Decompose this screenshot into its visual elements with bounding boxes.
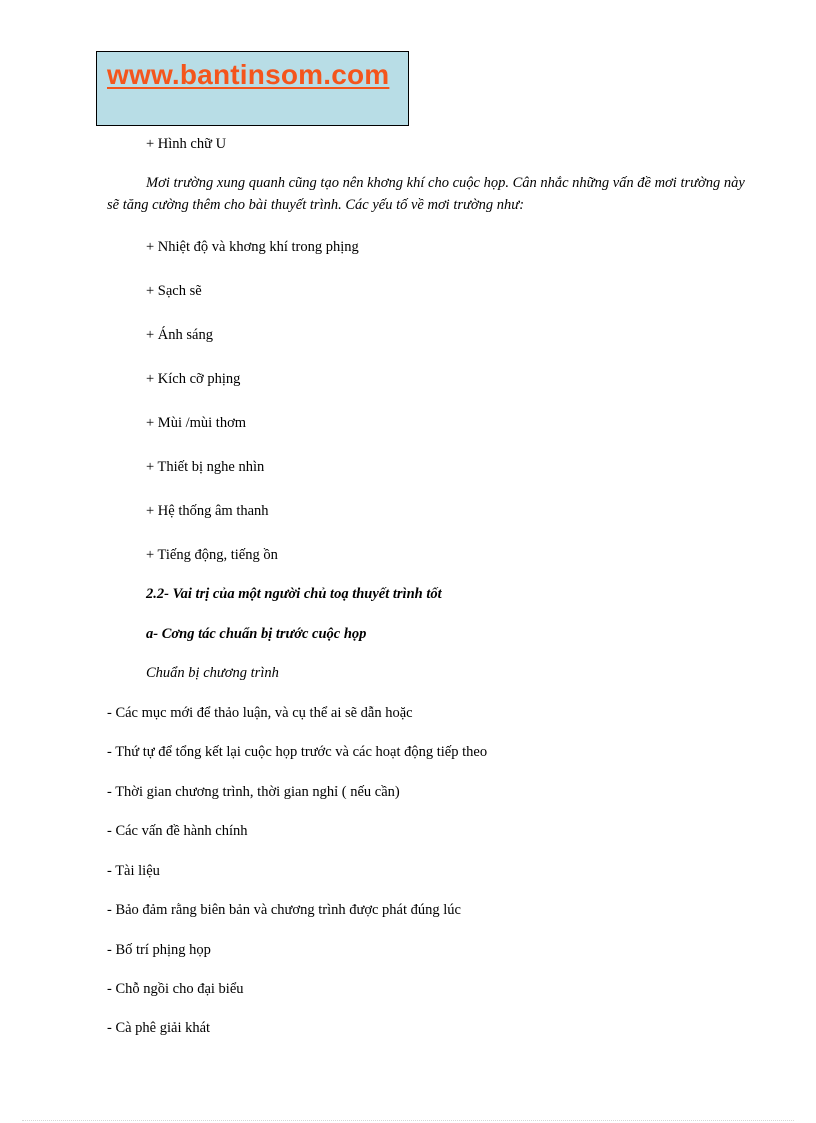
checklist-item: - Bảo đảm rằng biên bản và chương trình được phát đúng lúc xyxy=(107,902,461,918)
checklist-item: - Thời gian chương trình, thời gian nghỉ ( nếu cần) xyxy=(107,784,400,800)
list-item-temperature: + Nhiệt độ và khơng khí trong phịng xyxy=(146,239,359,255)
list-item-cleanliness: + Sạch sẽ xyxy=(146,283,202,299)
section-heading: 2.2- Vai trị của một người chủ toạ thuyết trình tốt xyxy=(146,586,442,602)
subsection-heading: a- Cơng tác chuẩn bị trước cuộc họp xyxy=(146,626,367,642)
list-item-scent: + Mùi /mùi thơm xyxy=(146,415,247,431)
checklist-item: - Các vấn đề hành chính xyxy=(107,823,248,839)
checklist-item: - Thứ tự để tổng kết lại cuộc họp trước và các hoạt động tiếp theo xyxy=(107,744,488,760)
checklist-item: - Cà phê giải khát xyxy=(107,1020,211,1036)
page-bottom-divider xyxy=(22,1120,794,1121)
list-item-sound-system: + Hệ thống âm thanh xyxy=(146,503,269,519)
list-item-av-equipment: + Thiết bị nghe nhìn xyxy=(146,459,265,475)
shape-item: + Hình chữ U xyxy=(146,136,227,152)
checklist-item: - Bố trí phịng họp xyxy=(107,942,211,958)
checklist-item: - Các mục mới để thảo luận, và cụ thể ai sẽ dẫn hoặc xyxy=(107,705,413,721)
website-banner-link[interactable]: www.bantinsom.com xyxy=(107,59,390,90)
environment-paragraph: Mơi trường xung quanh cũng tạo nên khơng khí cho cuộc họp. Cân nhắc những vấn đề mơi trường này sẽ tăng cường thêm cho bài thuyết trình. Các yếu tố về mơi trường như: xyxy=(107,175,745,213)
list-item-noise: + Tiếng động, tiếng ồn xyxy=(146,547,278,563)
list-item-room-size: + Kích cỡ phịng xyxy=(146,371,241,387)
program-heading: Chuẩn bị chương trình xyxy=(146,665,279,681)
list-item-lighting: + Ánh sáng xyxy=(146,327,213,343)
banner-box xyxy=(96,51,409,126)
checklist-item: - Tài liệu xyxy=(107,863,160,879)
checklist-item: - Chỗ ngồi cho đại biểu xyxy=(107,981,244,997)
